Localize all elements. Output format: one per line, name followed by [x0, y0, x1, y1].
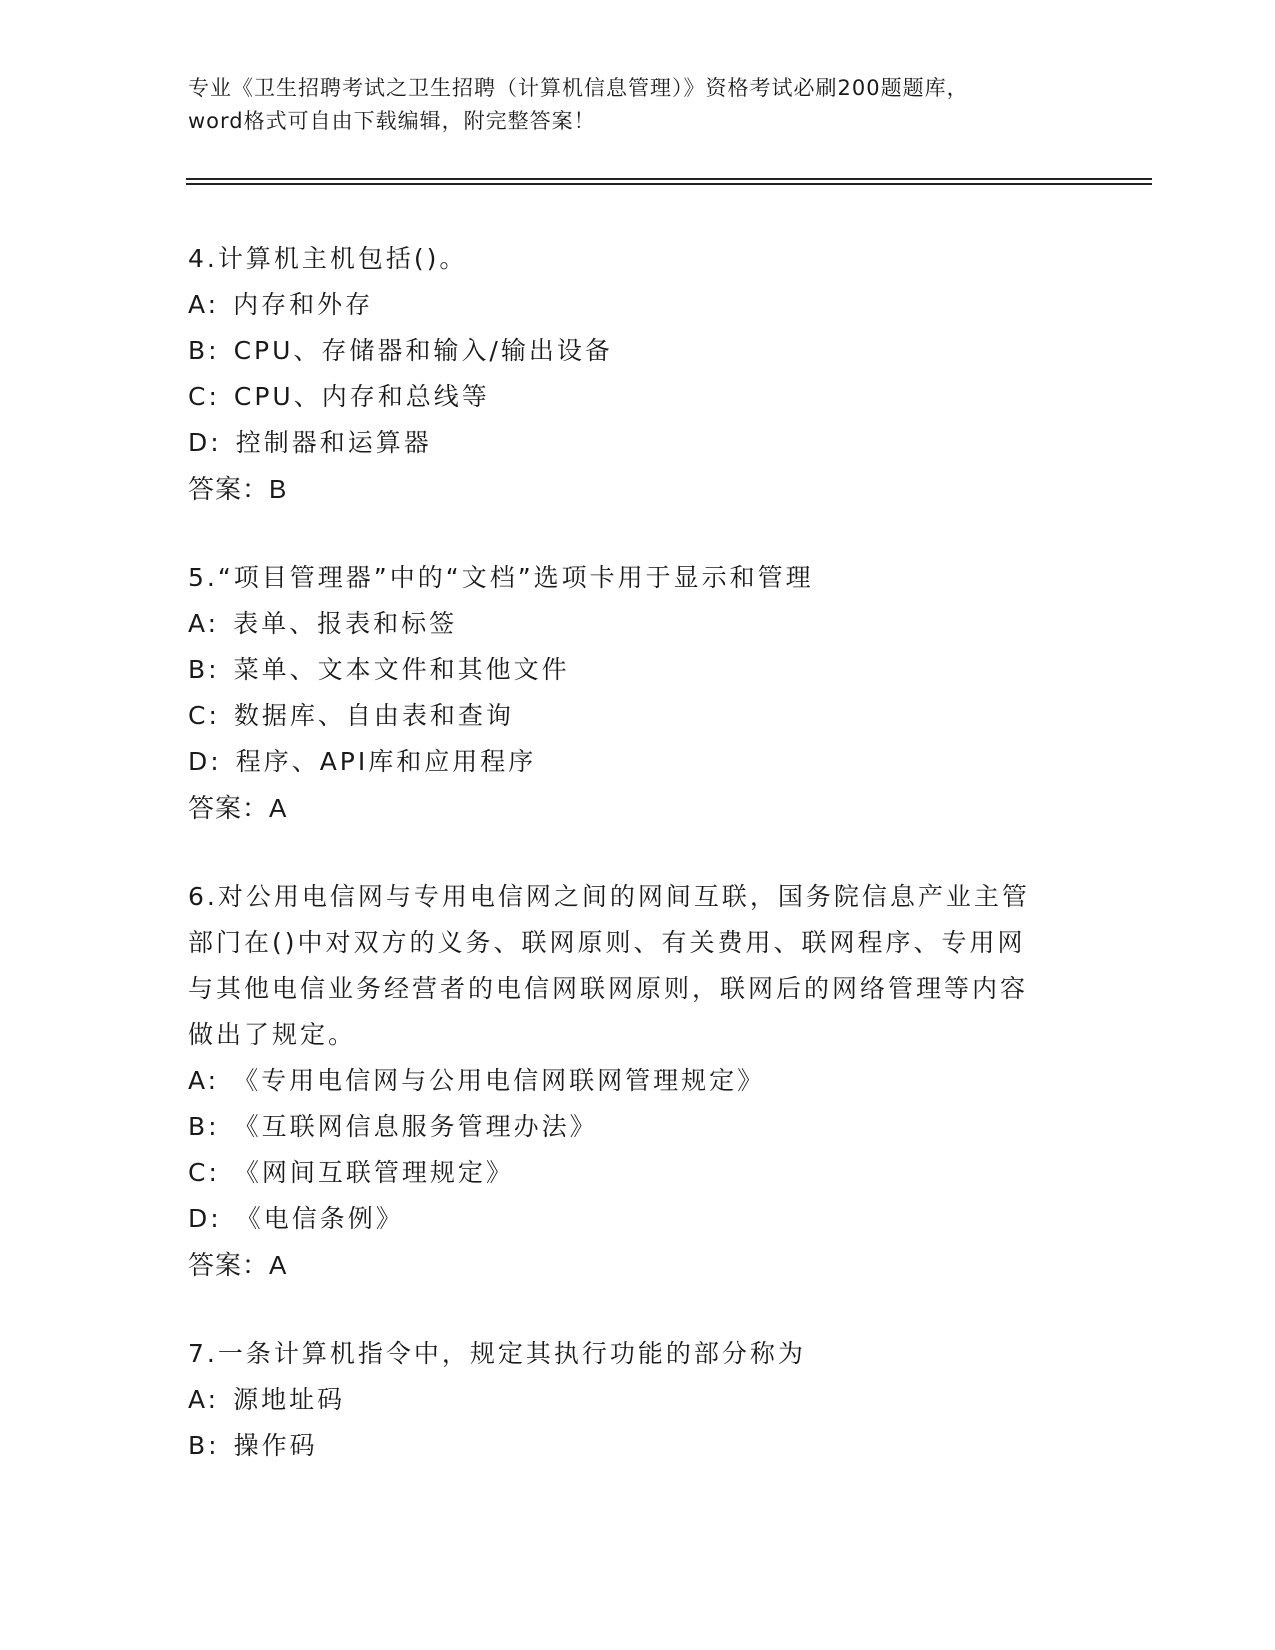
question-stem: 与其他电信业务经营者的电信网联网原则，联网后的网络管理等内容: [188, 974, 1029, 1003]
answer-option: [188, 739, 1108, 785]
answer-option: [188, 282, 1108, 328]
option-text: 源地址码: [233, 1385, 346, 1414]
option-text: 《网间互联管理规定》: [233, 1158, 514, 1187]
question-block: [188, 555, 1108, 831]
document-header: [188, 72, 1088, 138]
option-text: 控制器和运算器: [235, 428, 432, 457]
answer-option: [188, 420, 1108, 466]
question-stem: 7.一条计算机指令中，规定其执行功能的部分称为: [188, 1339, 806, 1368]
option-letter: C:: [188, 701, 220, 730]
question-stem: 6.对公用电信网与专用电信网之间的网间互联，国务院信息产业主管: [188, 882, 1030, 911]
option-text: 内存和外存: [233, 290, 374, 319]
answer-key: 答案：A: [188, 1250, 288, 1280]
question-stem: 4.计算机主机包括()。: [188, 244, 468, 273]
option-letter: B:: [188, 1112, 220, 1141]
header-line-2: word格式可自由下载编辑，附完整答案！: [188, 109, 596, 133]
answer-key: 答案：B: [188, 474, 288, 504]
option-letter: B:: [188, 655, 220, 684]
answer-option: [188, 601, 1108, 647]
answer-option: [188, 1150, 1108, 1196]
answer-option: [188, 647, 1108, 693]
option-letter: D:: [188, 747, 222, 776]
header-divider-top: [186, 178, 1152, 180]
answer-option: [188, 328, 1108, 374]
header-line-1: 专业《卫生招聘考试之卫生招聘（计算机信息管理）》资格考试必刷200题题库，: [188, 76, 969, 100]
option-letter: D:: [188, 1204, 222, 1233]
option-text: CPU、存储器和输入/输出设备: [233, 336, 613, 365]
option-text: 操作码: [233, 1431, 318, 1460]
question-block: [188, 874, 1108, 1288]
question-block: [188, 1331, 1108, 1469]
question-stem: 5.“项目管理器”中的“文档”选项卡用于显示和管理: [188, 563, 814, 592]
answer-option: [188, 1377, 1108, 1423]
answer-option: [188, 693, 1108, 739]
option-letter: C:: [188, 382, 220, 411]
option-text: 《电信条例》: [235, 1204, 404, 1233]
option-letter: C:: [188, 1158, 220, 1187]
answer-option: [188, 1423, 1108, 1469]
option-text: 程序、API库和应用程序: [235, 747, 537, 776]
answer-key: 答案：A: [188, 793, 288, 823]
option-letter: B:: [188, 1431, 220, 1460]
answer-option: [188, 374, 1108, 420]
answer-option: [188, 1196, 1108, 1242]
answer-option: [188, 1104, 1108, 1150]
question-stem: 做出了规定。: [188, 1020, 357, 1049]
option-text: 数据库、自由表和查询: [233, 701, 514, 730]
option-text: 表单、报表和标签: [233, 609, 458, 638]
answer-option: [188, 1058, 1108, 1104]
header-divider-bottom: [186, 183, 1152, 185]
option-letter: A:: [188, 290, 220, 319]
option-text: 《互联网信息服务管理办法》: [233, 1112, 598, 1141]
option-letter: A:: [188, 1066, 220, 1095]
option-text: 菜单、文本文件和其他文件: [233, 655, 570, 684]
question-block: [188, 236, 1108, 512]
option-letter: A:: [188, 1385, 220, 1414]
option-letter: A:: [188, 609, 220, 638]
question-stem: 部门在()中对双方的义务、联网原则、有关费用、联网程序、专用网: [188, 928, 1026, 957]
question-list: [188, 236, 1108, 1512]
option-letter: D:: [188, 428, 222, 457]
option-text: CPU、内存和总线等: [233, 382, 490, 411]
option-letter: B:: [188, 336, 220, 365]
option-text: 《专用电信网与公用电信网联网管理规定》: [233, 1066, 766, 1095]
